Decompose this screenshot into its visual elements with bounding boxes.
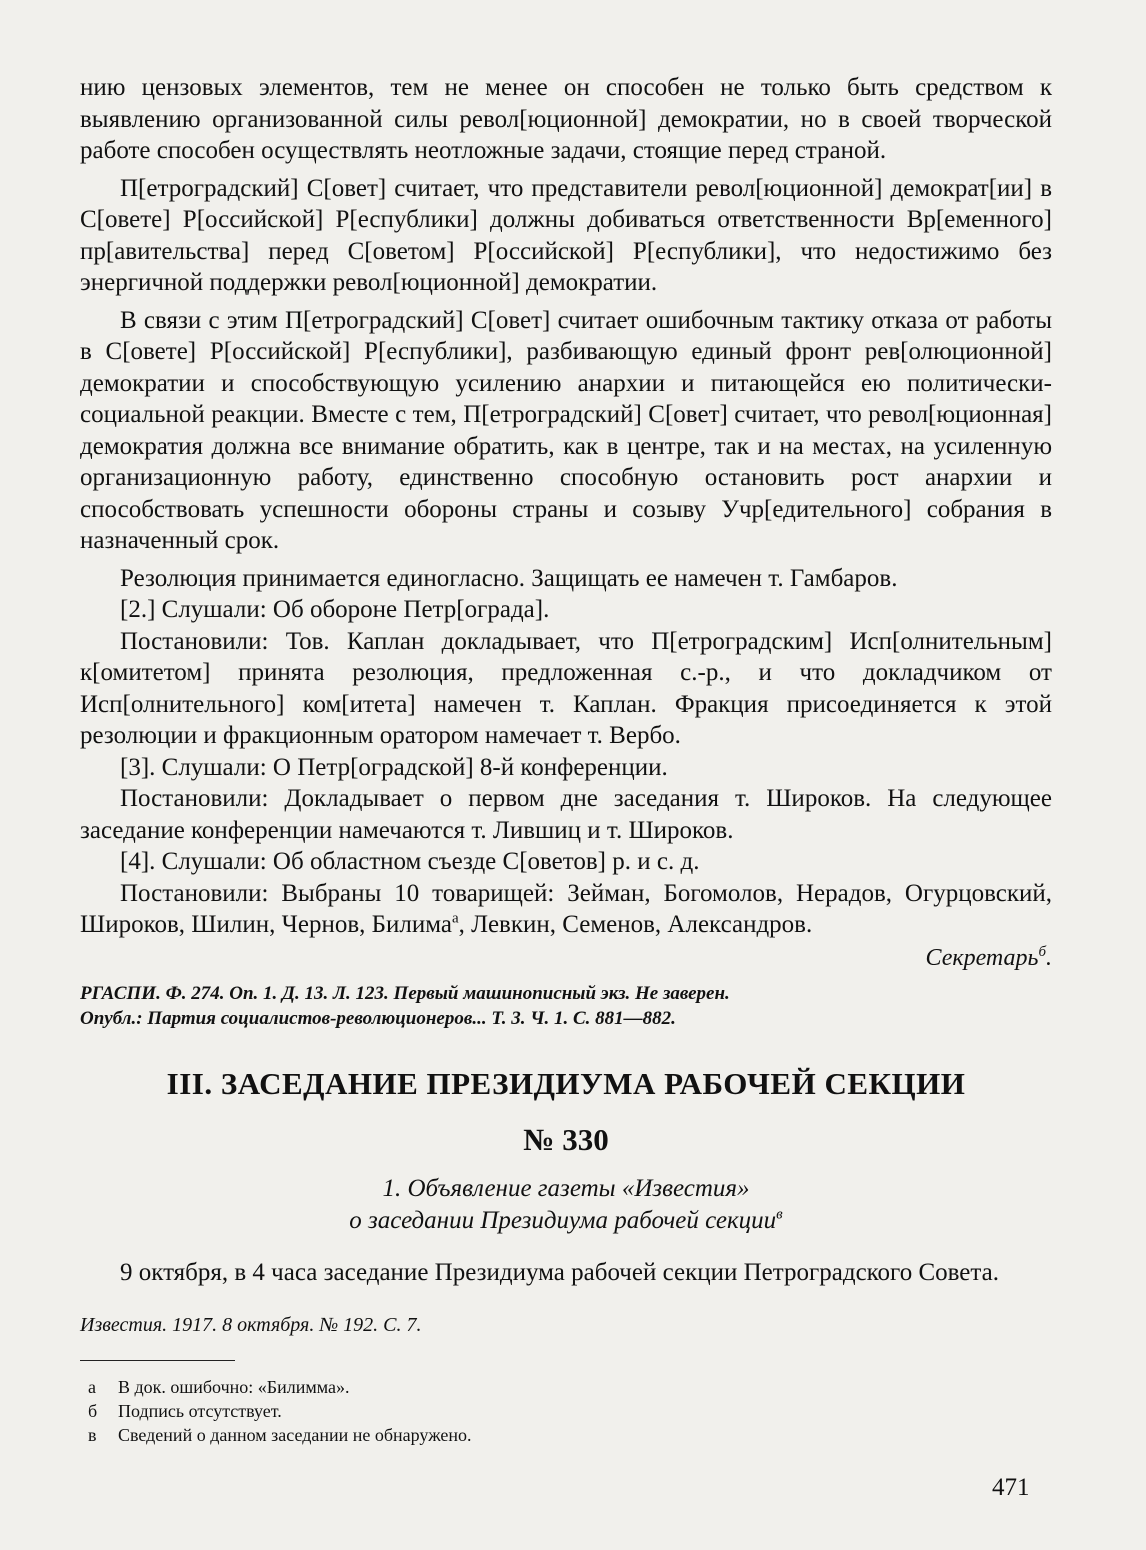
title-line: о заседании Президиума рабочей секции$^в$ [349, 1206, 783, 1234]
paragraph: Резолюция принимается единогласно. Защищать ее намечен т. Гамбаров. [120, 564, 898, 592]
footnote-text: В док. ошибочно: «Билимма». [118, 1377, 350, 1397]
footnote-text: Подпись отсутствует. [118, 1401, 282, 1421]
paragraph-text: Постановили: Выбраны 10 товарищей: Зейман, Богомолов, Нерадов, Огурцовский, Широков, Шилин, Чернов, Билима [80, 879, 1052, 938]
document-page [80, 72, 1052, 1447]
footnote [80, 1399, 1052, 1423]
announcement: 9 октября, в 4 часа заседание Президиума рабочей секции Петроградского Совета. [120, 1258, 999, 1286]
paragraph: П[етроградский] С[овет] считает, что представители револ[юционной] демократ[ии] в С[овете] Р[оссийской] Р[еспублики] должны добиваться ответственности Вр[еменного] пр[авительства] перед С[оветом] Р[оссийской] Р[еспублики], что недостижимо без энергичной поддержки револ[юционной] демократии. [80, 174, 1052, 296]
footnote-ref: а [451, 910, 459, 927]
footnote-ref: б [1038, 943, 1046, 960]
footnote-mark: в [88, 1425, 97, 1445]
agenda-item: [3]. Слушали: О Петр[оградской] 8-й конференции. [120, 753, 668, 781]
title-line: 1. Объявление газеты «Известия» [382, 1174, 750, 1202]
footnotes [80, 1375, 1052, 1447]
signature: Секретарь$^б$. [925, 943, 1052, 971]
source-line: Опубл.: Партия социалистов-революционеров... Т. 3. Ч. 1. С. 881—882. [80, 1007, 676, 1029]
footnote-mark: б [88, 1401, 98, 1421]
paragraph: Постановили: Докладывает о первом дне заседания т. Широков. На следующее заседание конференции намечаются т. Лившиц и т. Широков. [80, 785, 1052, 844]
document-title [80, 1173, 1052, 1237]
agenda-item: [4]. Слушали: Об областном съезде С[оветов] р. и с. д. [120, 848, 700, 875]
archival-source [80, 981, 1052, 1031]
footnote-text: Сведений о данном заседании не обнаружено. [118, 1425, 472, 1445]
paragraph: нию цензовых элементов, тем не менее он способен не только быть средством к выявлению организованной силы револ[юционной] демократии, но в своей творческой работе способен осуществлять неотложные задачи, стоящие перед страной. [80, 74, 1052, 164]
footnote [80, 1375, 1052, 1399]
newspaper-source: Известия. 1917. 8 октября. № 192. С. 7. [80, 1314, 422, 1336]
page-number: 471 [992, 1474, 1030, 1501]
paragraph [80, 878, 1052, 941]
agenda-item: [2.] Слушали: Об обороне Петр[ограда]. [120, 596, 550, 623]
footnote [80, 1423, 1052, 1447]
paragraph: В связи с этим П[етроградский] С[овет] считает ошибочным тактику отказа от работы в С[овете] Р[оссийской] Р[еспублики], разбивающую единый фронт рев[олюционной] демократии и способствующую усилению анархии и питающейся ею политически-социальной реакции. Вместе с тем, П[етроградский] С[овет] считает, что револ[юционная] демократия должна все внимание обратить, как в центре, так и на местах, на усиленную организационную работу, единственно способную остановить рост анархии и способствовать успешности обороны страны и созыву Учр[едительного] собрания в назначенный срок. [80, 306, 1052, 554]
footnote-ref: в [776, 1206, 783, 1223]
footnote-divider [80, 1360, 235, 1361]
footnote-mark: а [88, 1377, 96, 1397]
paragraph-text: , Левкин, Семенов, Александров. [458, 911, 813, 938]
document-number: № 330 [523, 1121, 609, 1157]
section-heading: III. ЗАСЕДАНИЕ ПРЕЗИДИУМА РАБОЧЕЙ СЕКЦИИ [166, 1065, 966, 1101]
source-line: РГАСПИ. Ф. 274. Оп. 1. Д. 13. Л. 123. Первый машинописный экз. Не заверен. [80, 982, 730, 1004]
signature-text: Секретарь [925, 944, 1039, 971]
paragraph: Постановили: Тов. Каплан докладывает, что П[етроградским] Исп[олнительным] к[омитетом] принята резолюция, предложенная с.-р., и что докладчиком от Исп[олнительного] ком[итета] намечен т. Каплан. Фракция присоединяется к этой резолюции и фракционным оратором намечает т. Вербо. [80, 627, 1052, 749]
